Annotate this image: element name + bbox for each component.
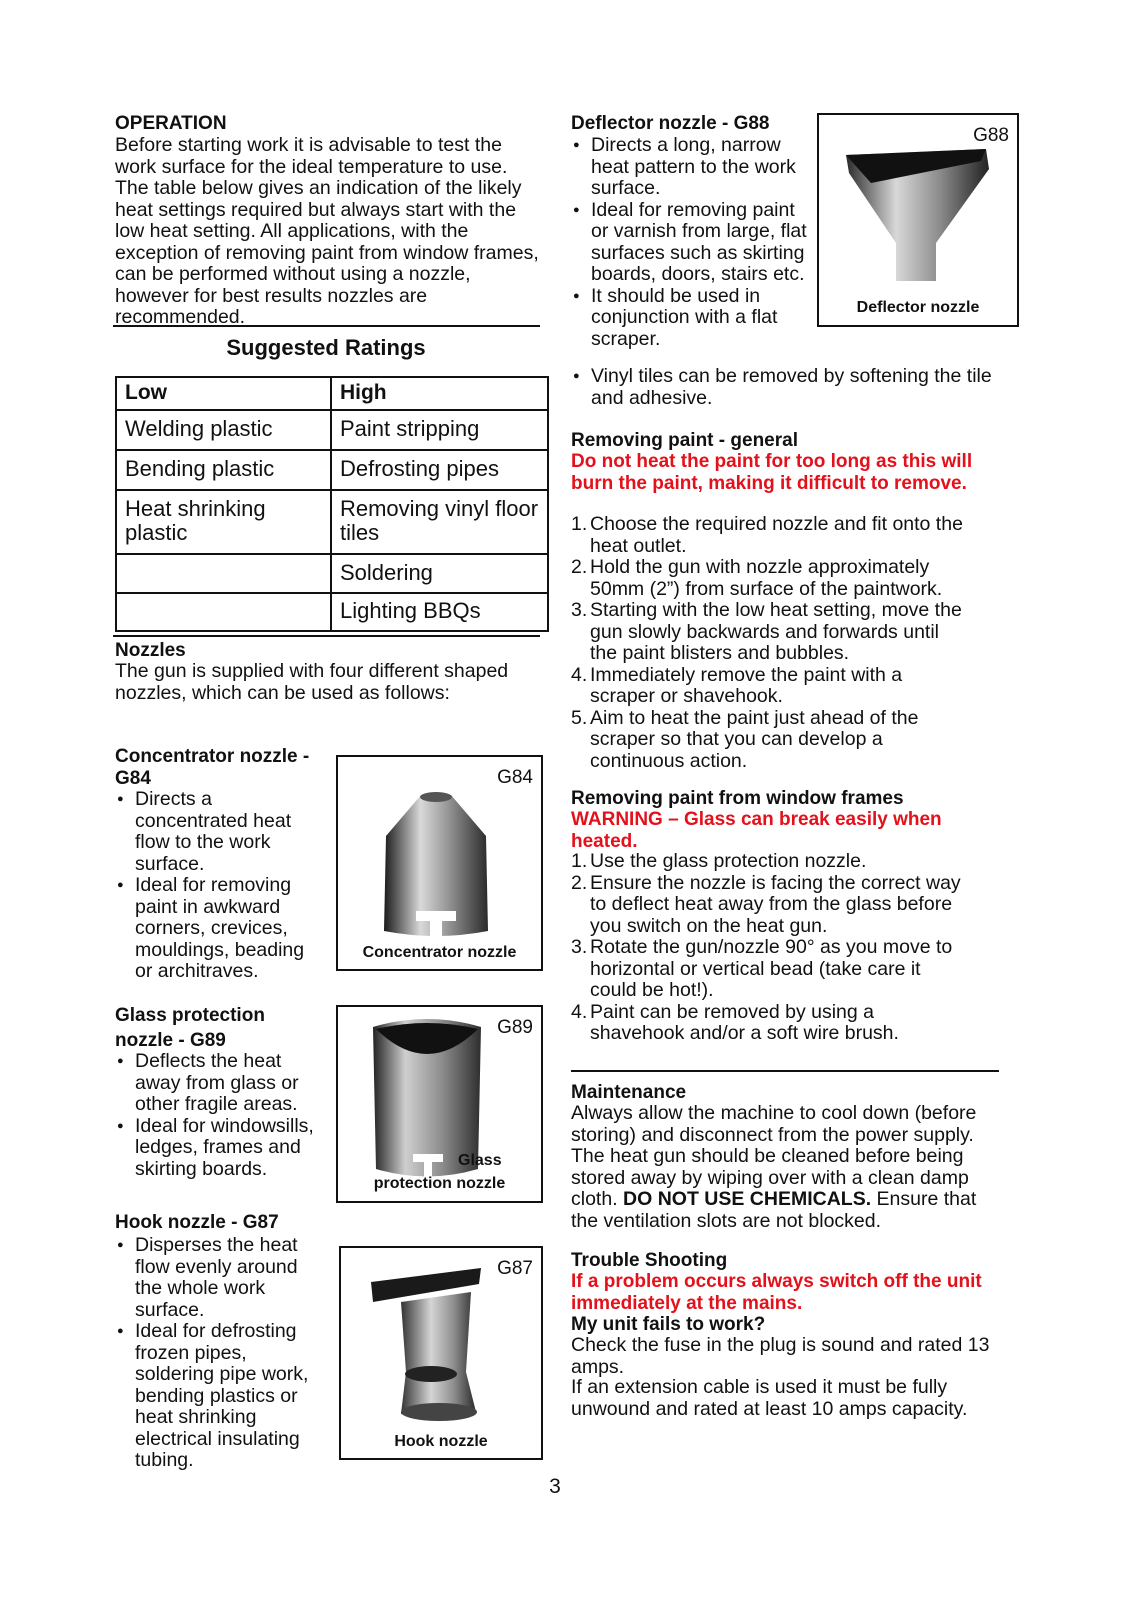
table-cell: Bending plastic xyxy=(116,450,331,490)
image-caption: Hook nozzle xyxy=(394,1433,488,1450)
image-code: G88 xyxy=(973,125,1009,146)
removing-general-warning: Do not heat the paint for too long as this will burn the paint, making it difficult to remove. xyxy=(571,451,973,494)
step-text: Hold the gun with nozzle approximately 50mm (2”) from surface of the paintwork. xyxy=(590,556,943,600)
trouble-answer-1: Check the fuse in the plug is sound and rated 13 amps. xyxy=(571,1334,990,1378)
maintenance-heading: Maintenance xyxy=(571,1082,687,1103)
step-text: Ensure the nozzle is facing the correct way to deflect heat away from the glass before you switch on the heat gun. xyxy=(590,871,961,937)
hook-heading: Hook nozzle - G87 xyxy=(115,1212,279,1233)
deflector-image-box xyxy=(817,113,1019,327)
image-caption: Deflector nozzle xyxy=(856,299,980,316)
list-item xyxy=(571,1002,966,1045)
concentrator-nozzle-image xyxy=(376,791,496,941)
glass-image-box xyxy=(336,1005,543,1203)
table-row xyxy=(116,593,548,631)
list-item xyxy=(571,873,966,938)
step-number: 3. xyxy=(571,936,588,958)
heading-line: Glass protection xyxy=(115,1005,265,1026)
window-frames-steps xyxy=(571,851,966,1045)
list-item: ● Ideal for windowsills, ledges, frames and skirting boards. xyxy=(115,1116,325,1181)
maintenance-body xyxy=(571,1103,1003,1232)
concentrator-heading xyxy=(115,746,309,789)
list-item: ● Directs a concentrated heat flow to the work surface. xyxy=(115,789,315,875)
maintenance-text: Ensure that the ventilation slots are not blocked. xyxy=(571,1188,977,1232)
step-text: Paint can be removed by using a shavehook and/or a soft wire brush. xyxy=(590,1000,899,1044)
list-item xyxy=(571,514,966,557)
list-item xyxy=(571,665,966,708)
divider xyxy=(113,325,540,327)
table-cell: Lighting BBQs xyxy=(331,593,548,631)
page-number: 3 xyxy=(549,1475,561,1498)
step-text: Aim to heat the paint just ahead of the scraper so that you can develop a continuous action. xyxy=(590,706,919,772)
table-row xyxy=(116,410,548,450)
image-code: G89 xyxy=(497,1017,533,1038)
deflector-heading: Deflector nozzle - G88 xyxy=(571,113,770,134)
table-header-high: High xyxy=(331,377,548,410)
hook-image-box xyxy=(339,1246,543,1460)
image-code: G84 xyxy=(497,767,533,788)
step-number: 5. xyxy=(571,706,588,729)
list-item xyxy=(571,557,966,600)
table-header-low: Low xyxy=(116,377,331,410)
window-frames-warning: WARNING – Glass can break easily when heated. xyxy=(571,809,942,852)
heading-line: Concentrator nozzle - xyxy=(115,746,310,767)
step-text: Choose the required nozzle and fit onto the heat outlet. xyxy=(590,513,963,557)
step-number: 2. xyxy=(571,556,588,578)
list-item: ● Ideal for removing paint or varnish from large, flat surfaces such as skirting boards, doors, stairs etc. xyxy=(571,200,807,286)
deflector-bullets-cont xyxy=(571,366,1011,409)
trouble-warning: If a problem occurs always switch off the unit immediately at the mains. xyxy=(571,1271,982,1314)
trouble-question: My unit fails to work? xyxy=(571,1314,766,1335)
maintenance-warning-text: DO NOT USE CHEMICALS. xyxy=(623,1188,872,1210)
list-item: ● Ideal for removing paint in awkward corners, crevices, mouldings, beading or architraves. xyxy=(115,875,315,983)
list-item xyxy=(571,708,966,773)
divider xyxy=(113,635,540,637)
glass-bullets xyxy=(115,1051,325,1180)
step-text: Use the glass protection nozzle. xyxy=(590,850,867,872)
removing-general-steps xyxy=(571,514,966,772)
step-number: 4. xyxy=(571,663,588,686)
list-item xyxy=(571,851,966,873)
table-row xyxy=(116,554,548,593)
table-cell: Defrosting pipes xyxy=(331,450,548,490)
table-header-row xyxy=(116,377,548,410)
image-caption-line1: Glass xyxy=(458,1152,502,1169)
list-item: ● Deflects the heat away from glass or other fragile areas. xyxy=(115,1051,325,1116)
glass-heading xyxy=(115,1003,265,1053)
window-frames-heading: Removing paint from window frames xyxy=(571,788,904,809)
step-text: Immediately remove the paint with a scraper or shavehook. xyxy=(590,663,903,707)
operation-body: Before starting work it is advisable to test the work surface for the ideal temperature to use. The table below gives an indication of the likely heat settings required but always start with the low heat setting. All applications, with the exception of removing paint from window frames, can be performed without using a nozzle, however for best results nozzles are recommended. xyxy=(115,134,539,328)
step-number: 3. xyxy=(571,599,588,621)
step-number: 1. xyxy=(571,850,588,872)
step-text: Starting with the low heat setting, move the gun slowly backwards and forwards until the paint blisters and bubbles. xyxy=(590,599,962,664)
removing-general-heading: Removing paint - general xyxy=(571,430,798,451)
table-cell: Heat shrinking plastic xyxy=(116,490,331,554)
maintenance-text: Always allow the machine to cool down (before storing) and disconnect from the power supply. The heat gun should be cleaned before being stored away by wiping over with a clean damp cloth. xyxy=(571,1102,977,1210)
list-item: ● Vinyl tiles can be removed by softening the tile and adhesive. xyxy=(571,366,1011,409)
step-number: 2. xyxy=(571,871,588,894)
table-cell: Welding plastic xyxy=(116,410,331,450)
ratings-title: Suggested Ratings xyxy=(226,335,426,360)
step-text: Rotate the gun/nozzle 90° as you move to horizontal or vertical bead (take care it could be hot!). xyxy=(590,936,953,1001)
step-number: 4. xyxy=(571,1000,588,1023)
concentrator-image-box xyxy=(336,755,543,971)
list-item: ● It should be used in conjunction with a flat scraper. xyxy=(571,286,807,351)
hook-nozzle-image xyxy=(361,1262,511,1427)
table-cell xyxy=(116,593,331,631)
deflector-nozzle-image xyxy=(841,143,991,283)
trouble-heading: Trouble Shooting xyxy=(571,1250,728,1271)
trouble-answer-2: If an extension cable is used it must be fully unwound and rated at least 10 amps capacity. xyxy=(571,1376,968,1420)
list-item: ● Directs a long, narrow heat pattern to the work surface. xyxy=(571,135,807,200)
image-caption: Concentrator nozzle xyxy=(362,944,517,961)
heading-line: nozzle - G89 xyxy=(115,1030,226,1051)
table-cell: Removing vinyl floor tiles xyxy=(331,490,548,554)
divider xyxy=(571,1070,999,1072)
nozzles-heading: Nozzles xyxy=(115,640,186,661)
list-item: ● Ideal for defrosting frozen pipes, soldering pipe work, bending plastics or heat shrinking electrical insulating tubing. xyxy=(115,1321,330,1472)
ratings-table xyxy=(115,376,549,632)
table-cell: Soldering xyxy=(331,554,548,593)
list-item xyxy=(571,937,966,1002)
image-code: G87 xyxy=(497,1258,533,1279)
nozzles-intro: The gun is supplied with four different shaped nozzles, which can be used as follows: xyxy=(115,660,509,704)
table-cell xyxy=(116,554,331,593)
table-row xyxy=(116,490,548,554)
list-item: ● Disperses the heat flow evenly around the whole work surface. xyxy=(115,1235,330,1321)
table-row xyxy=(116,450,548,490)
list-item xyxy=(571,600,966,665)
image-caption-line2: protection nozzle xyxy=(373,1175,506,1192)
step-number: 1. xyxy=(571,513,588,535)
hook-bullets xyxy=(115,1235,330,1472)
heading-line: G84 xyxy=(115,767,151,789)
deflector-bullets xyxy=(571,135,807,350)
table-cell: Paint stripping xyxy=(331,410,548,450)
operation-heading: OPERATION xyxy=(115,113,227,134)
concentrator-bullets xyxy=(115,789,315,983)
